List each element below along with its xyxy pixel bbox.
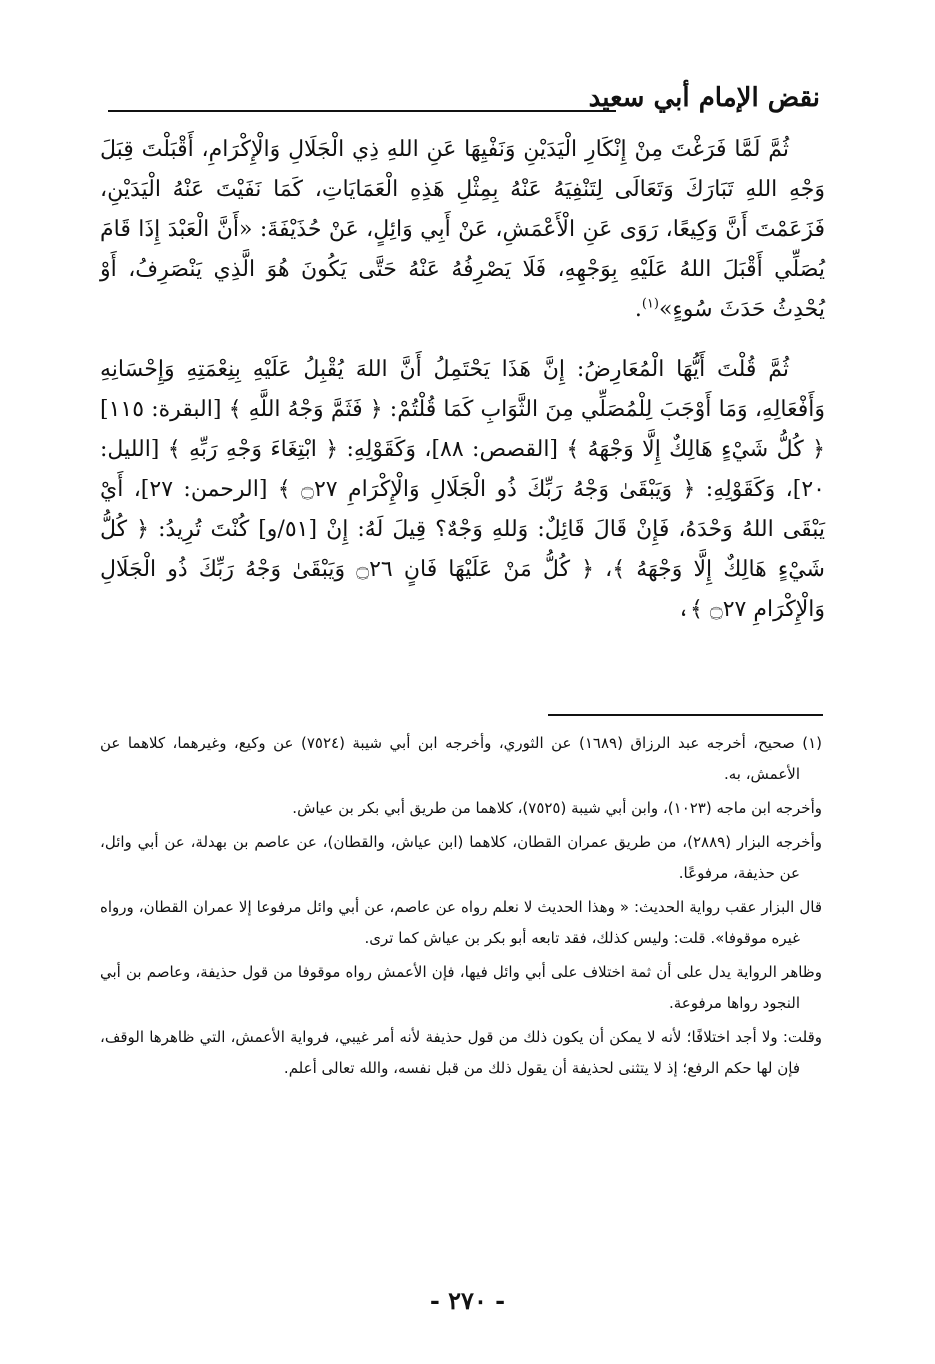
paragraph-1-text: ثُمَّ لَمَّا فَرَغْتَ مِنْ إِنْكَارِ الْيَدَيْنِ وَنَفْيِهَا عَنِ اللهِ ذِي الْجَلَالِ وَالْإِكْرَامِ، أَقْبَلْتَ قِبَلَ وَجْهِ اللهِ تَبَارَكَ وَتَعَالَى لِتَنْفِيَهُ عَنْهُ بِمِثْلِ هَذِهِ الْعَمَايَاتِ، كَمَا نَفَيْتَ عَنْهُ الْيَدَيْنِ، فَزَعَمْتَ أَنَّ وَكِيعًا، رَوَى عَنِ الْأَعْمَشِ، عَنْ أَبِي وَائِلٍ، عَنْ حُذَيْفَةَ: «أَنَّ الْعَبْدَ إِذَا قَامَ يُصَلِّي أَقْبَلَ اللهُ عَلَيْهِ بِوَجْهِهِ، فَلَا يَصْرِفُهُ عَنْهُ حَتَّى يَكُونَ هُوَ الَّذِي يَنْصَرِفُ، أَوْ يُحْدِثُ حَدَثَ سُوءٍ» [100, 137, 825, 322]
page-number: - ٢٧٠ - [429, 1286, 506, 1315]
header-title: نقض الإمام أبي سعيد [588, 83, 820, 113]
main-text [100, 130, 825, 630]
footnote-separator [548, 714, 823, 716]
footnotes [100, 728, 822, 1087]
footnote-reference: (١) [641, 296, 659, 312]
footnote-line: وأخرجه ابن ماجه (١٠٢٣)، وابن أبي شيبة (٧٥٢٥)، كلاهما من طريق أبي بكر بن عياش. [292, 799, 822, 817]
running-header [108, 82, 820, 122]
paragraph-2 [100, 350, 825, 630]
footnote-line: قال البزار عقب رواية الحديث: « وهذا الحديث لا نعلم رواه عن عاصم، عن أبي وائل مرفوعا إلا عمران القطان، ورواه غيره موقوفا». قلت: وليس كذلك، فقد تابعه أبو بكر بن عياش كما ترى. [100, 898, 822, 947]
footnote-line: وأخرجه البزار (٢٨٨٩)، من طريق عمران القطان، كلاهما (ابن عياش، والقطان)، عن عاصم بن بهدلة، عن أبي وائل، عن حذيفة، مرفوعًا. [100, 833, 822, 882]
header-rule [108, 110, 616, 112]
footnote-1: (١) صحيح، أخرجه عبد الرزاق (١٦٨٩) عن الثوري، وأخرجه ابن أبي شيبة (٧٥٢٤) عن وكيع، وغيرهما، كلاهما عن الأعمش، به. [100, 734, 822, 783]
paragraph-1: ثُمَّ لَمَّا فَرَغْتَ مِنْ إِنْكَارِ الْيَدَيْنِ وَنَفْيِهَا عَنِ اللهِ ذِي الْجَلَالِ وَالْإِكْرَامِ، أَقْبَلْتَ قِبَلَ وَجْهِ اللهِ تَبَارَكَ وَتَعَالَى لِتَنْفِيَهُ عَنْهُ بِمِثْلِ هَذِهِ الْعَمَايَاتِ، كَمَا نَفَيْتَ عَنْهُ الْيَدَيْنِ، فَزَعَمْتَ أَنَّ وَكِيعًا، رَوَى عَنِ الْأَعْمَشِ، عَنْ أَبِي وَائِلٍ، عَنْ حُذَيْفَةَ: «أَنَّ الْعَبْدَ إِذَا قَامَ يُصَلِّي أَقْبَلَ اللهُ عَلَيْهِ بِوَجْهِهِ، فَلَا يَصْرِفُهُ عَنْهُ حَتَّى يَكُونَ هُوَ الَّذِي يَنْصَرِفُ، أَوْ يُحْدِثُ حَدَثَ سُوءٍ»$^{(١)}$. [100, 137, 825, 322]
footnote-line: وظاهر الرواية يدل على أن ثمة اختلاف على أبي وائل فيها، فإن الأعمش رواه موقوفا من قول حذيفة، وعاصم بن أبي النجود رواها مرفوعة. [100, 963, 822, 1012]
footnote-line: وقلت: ولا أجد اختلافًا؛ لأنه لا يمكن أن يكون ذلك من قول حذيفة لأنه أمر غيبي، فرواية الأعمش، التي ظاهرها الوقف، فإن لها حكم الرفع؛ إذ لا يتثنى لحذيفة أن يقول ذلك من قبل نفسه، والله تعالى أعلم. [100, 1028, 822, 1077]
paragraph-2-text: ثُمَّ قُلْتَ أَيُّهَا الْمُعَارِضُ: إِنَّ هَذَا يَحْتَمِلُ أَنَّ اللهَ يُقْبِلُ عَلَيْهِ بِنِعْمَتِهِ وَإِحْسَانِهِ وَأَفْعَالِهِ، وَمَا أَوْجَبَ لِلْمُصَلِّي مِنَ الثَّوَابِ كَمَا قُلْتُمْ: ﴿ فَثَمَّ وَجْهُ اللَّهِ ﴾ [البقرة: ١١٥] ﴿ كُلُّ شَيْءٍ هَالِكٌ إِلَّا وَجْهَهُ ﴾ [القصص: ٨٨]، وَكَقَوْلِهِ: ﴿ ابْتِغَاءَ وَجْهِ رَبِّهِ ﴾ [الليل: ٢٠]، وَكَقَوْلِهِ: ﴿ وَيَبْقَىٰ وَجْهُ رَبِّكَ ذُو الْجَلَالِ وَالْإِكْرَامِ ۝٢٧ ﴾ [الرحمن: ٢٧]، أَيْ يَبْقَى اللهُ وَحْدَهُ، فَإِنْ قَالَ قَائِلٌ: وَللهِ وَجْهٌ؟ قِيلَ لَهُ: إِنْ [٥١/و] كُنْتَ تُرِيدُ: ﴿ كُلُّ شَيْءٍ هَالِكٌ إِلَّا وَجْهَهُ ﴾، ﴿ كُلُّ مَنْ عَلَيْهَا فَانٍ ۝٢٦ وَيَبْقَىٰ وَجْهُ رَبِّكَ ذُو الْجَلَالِ وَالْإِكْرَامِ ۝٢٧ ﴾، [100, 357, 825, 622]
